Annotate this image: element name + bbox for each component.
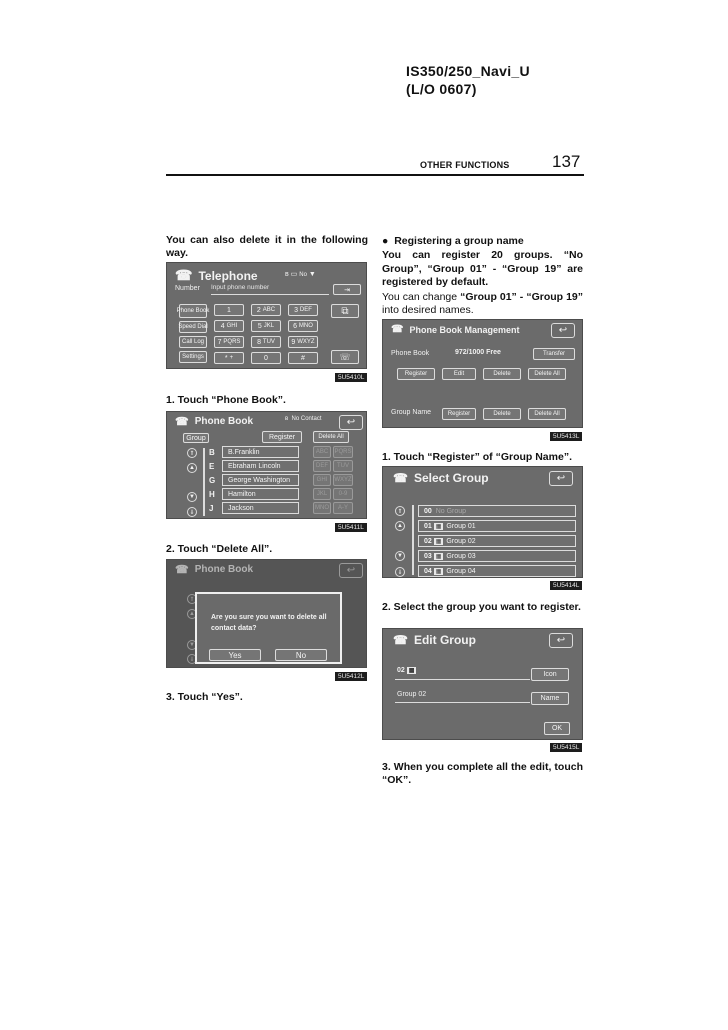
phone-book-status bbox=[285, 416, 322, 422]
scroll-bar[interactable] bbox=[203, 448, 205, 516]
edit-group-screen bbox=[382, 628, 583, 740]
right-step-3: 3. When you complete all the edit, touch “OK”. bbox=[382, 761, 583, 786]
left-step-3: 3. Touch “Yes”. bbox=[166, 691, 243, 703]
back-icon[interactable]: ↩ bbox=[339, 415, 363, 430]
paragraph-2-end: into desired names. bbox=[382, 304, 474, 316]
edit-group-title-text: Edit Group bbox=[413, 633, 476, 647]
scroll-up-icon[interactable]: ▲ bbox=[395, 521, 405, 531]
phone-book-screen bbox=[166, 411, 367, 519]
group-delete-all-button[interactable]: Delete All bbox=[528, 408, 566, 420]
group-button[interactable]: Group bbox=[183, 433, 209, 443]
left-step-1: 1. Touch “Phone Book”. bbox=[166, 394, 286, 406]
index-button[interactable]: WXYZ bbox=[333, 474, 353, 486]
group-icon: ▦ bbox=[408, 668, 415, 674]
group-number: 02 ▦ bbox=[397, 667, 415, 674]
phone-handset-icon: ☎ bbox=[175, 564, 189, 576]
number-input[interactable]: Input phone number bbox=[211, 284, 329, 295]
contact-row[interactable]: B.Franklin bbox=[222, 446, 299, 458]
document-id bbox=[406, 62, 530, 98]
no-button[interactable]: No bbox=[275, 649, 327, 661]
key-hash[interactable]: # bbox=[288, 352, 318, 364]
group-icon: ▦ bbox=[435, 568, 442, 575]
bullet-dot-icon: ● bbox=[382, 235, 395, 247]
scroll-down-icon[interactable]: ▼ bbox=[395, 551, 405, 561]
register-button[interactable]: Register bbox=[397, 368, 435, 380]
scroll-down-icon: ▼ bbox=[187, 640, 197, 650]
phone-handset-icon: ☎ bbox=[175, 267, 193, 283]
scroll-top-icon[interactable]: ⇑ bbox=[395, 506, 405, 516]
phone-book-title bbox=[175, 415, 253, 428]
dialog-screen-title-text: Phone Book bbox=[194, 564, 254, 575]
battery-icon: ▭ bbox=[290, 271, 298, 278]
dial-call-icon[interactable]: ☏ bbox=[331, 350, 359, 364]
phone-book-label: Phone Book bbox=[391, 350, 430, 357]
key-9[interactable]: 9 WXYZ bbox=[288, 336, 318, 348]
index-button[interactable]: GHI bbox=[313, 474, 331, 486]
phone-handset-icon: ☎ bbox=[391, 324, 404, 335]
scroll-bar[interactable] bbox=[412, 505, 414, 575]
bullet-heading bbox=[382, 235, 584, 248]
figure-code: 5U5412L bbox=[335, 672, 367, 681]
transfer-button[interactable]: Transfer bbox=[533, 348, 575, 360]
group-row[interactable]: 00 No Group bbox=[418, 505, 576, 517]
name-underline bbox=[395, 702, 530, 703]
speed-dial-button[interactable]: Speed Dial bbox=[179, 321, 207, 333]
ok-button[interactable]: OK bbox=[544, 722, 570, 735]
call-log-button[interactable]: Call Log bbox=[179, 336, 207, 348]
scroll-top-icon[interactable]: ⇑ bbox=[187, 448, 197, 458]
figure-code: 5U5413L bbox=[550, 432, 582, 441]
index-letter: E bbox=[209, 462, 215, 471]
select-group-title bbox=[393, 471, 489, 485]
select-group-screen bbox=[382, 466, 583, 578]
bluetooth-icon: ʙ bbox=[285, 416, 289, 422]
group-name-value: Group 02 bbox=[397, 691, 427, 698]
antenna-icon: ▼ bbox=[308, 271, 316, 278]
group-paragraph-2 bbox=[382, 291, 583, 317]
section-heading: OTHER FUNCTIONS bbox=[420, 160, 510, 170]
key-7[interactable]: 7 PQRS bbox=[214, 336, 244, 348]
confirm-question: Are you sure you want to delete all contact data? bbox=[211, 614, 327, 632]
edit-button[interactable]: Edit bbox=[442, 368, 476, 380]
telephone-status bbox=[285, 270, 316, 278]
key-8[interactable]: 8 TUV bbox=[251, 336, 281, 348]
scroll-up-icon: ▲ bbox=[187, 609, 197, 619]
document-id-line2: (L/O 0607) bbox=[406, 81, 477, 97]
telephone-title bbox=[175, 267, 258, 284]
index-letter: B bbox=[209, 448, 215, 457]
icon-underline bbox=[395, 679, 530, 680]
document-id-line1: IS350/250_Navi_U bbox=[406, 63, 530, 79]
back-icon[interactable]: ↩ bbox=[551, 323, 575, 338]
group-row[interactable]: 02 ▦ Group 02 bbox=[418, 535, 576, 547]
group-icon: ▦ bbox=[435, 553, 442, 560]
name-button[interactable]: Name bbox=[531, 692, 569, 705]
select-group-title-text: Select Group bbox=[413, 471, 489, 485]
index-button[interactable]: PQRS bbox=[333, 446, 353, 458]
index-button[interactable]: A-Y bbox=[333, 502, 353, 514]
confirm-dialog bbox=[195, 592, 342, 664]
management-title bbox=[391, 324, 519, 335]
index-button[interactable]: 0-9 bbox=[333, 488, 353, 500]
scroll-top-icon: ⇑ bbox=[187, 594, 197, 604]
figure-code: 5U5415L bbox=[550, 743, 582, 752]
index-letter: H bbox=[209, 490, 215, 499]
signal-status-text: No bbox=[299, 272, 307, 278]
group-row[interactable]: 03 ▦ Group 03 bbox=[418, 550, 576, 562]
contact-row[interactable]: George Washington bbox=[222, 474, 299, 486]
scroll-bottom-icon: ⇓ bbox=[187, 654, 197, 664]
right-step-1: 1. Touch “Register” of “Group Name”. bbox=[382, 451, 572, 463]
key-2[interactable]: 2 ABC bbox=[251, 304, 281, 316]
icon-button[interactable]: Icon bbox=[531, 668, 569, 681]
delete-button[interactable]: Delete bbox=[483, 368, 521, 380]
back-icon[interactable]: ↩ bbox=[549, 633, 573, 648]
key-1[interactable]: 1 bbox=[214, 304, 244, 316]
telephone-screen bbox=[166, 262, 367, 369]
back-icon: ↩ bbox=[339, 563, 363, 578]
right-step-2: 2. Select the group you want to register. bbox=[382, 601, 581, 613]
phone-handset-icon: ☎ bbox=[393, 633, 408, 647]
telephone-title-text: Telephone bbox=[198, 268, 258, 283]
group-row[interactable]: 01 ▦ Group 01 bbox=[418, 520, 576, 532]
intro-text: You can also delete it in the following way. bbox=[166, 234, 368, 259]
bluetooth-icon: ʙ bbox=[285, 271, 289, 278]
back-icon[interactable]: ↩ bbox=[549, 471, 573, 486]
contact-row[interactable]: Ebraham Lincoln bbox=[222, 460, 299, 472]
phone-book-button[interactable]: Phone Book bbox=[179, 304, 207, 318]
group-icon: ▦ bbox=[435, 523, 442, 530]
group-name-label: Group Name bbox=[391, 409, 432, 416]
scroll-bottom-icon[interactable]: ⇓ bbox=[187, 507, 197, 517]
bullet-heading-text: Registering a group name bbox=[394, 235, 524, 247]
index-letter: J bbox=[209, 504, 214, 513]
scroll-down-icon[interactable]: ▼ bbox=[187, 492, 197, 502]
group-row[interactable]: 04 ▦ Group 04 bbox=[418, 565, 576, 577]
index-button[interactable]: MNO bbox=[313, 502, 331, 514]
capacity-text: 972/1000 Free bbox=[455, 349, 501, 356]
group-paragraph-1: You can register 20 groups. “No Group”, “Group 01” - “Group 19” are registered by default. bbox=[382, 249, 583, 288]
index-button[interactable]: DEF bbox=[313, 460, 331, 472]
index-button[interactable]: JKL bbox=[313, 488, 331, 500]
contact-row[interactable]: Hamilton bbox=[222, 488, 299, 500]
header-rule bbox=[166, 174, 584, 176]
index-button[interactable]: ABC bbox=[313, 446, 331, 458]
yes-button[interactable]: Yes bbox=[209, 649, 261, 661]
number-label: Number bbox=[175, 285, 200, 292]
key-5[interactable]: 5 JKL bbox=[251, 320, 281, 332]
left-step-2: 2. Touch “Delete All”. bbox=[166, 543, 273, 555]
delete-all-button[interactable]: Delete All bbox=[528, 368, 566, 380]
group-icon: ▦ bbox=[435, 538, 442, 545]
key-6[interactable]: 6 MNO bbox=[288, 320, 318, 332]
index-letter: G bbox=[209, 476, 216, 485]
page-number: 137 bbox=[552, 152, 581, 171]
index-button[interactable]: TUV bbox=[333, 460, 353, 472]
phone-handset-icon: ☎ bbox=[393, 471, 408, 485]
settings-button[interactable]: Settings bbox=[179, 351, 207, 363]
input-back-button[interactable]: ⇥ bbox=[333, 284, 361, 295]
contact-row[interactable]: Jackson bbox=[222, 502, 299, 514]
delete-all-button[interactable]: Delete All bbox=[313, 431, 349, 443]
figure-code: 5U5414L bbox=[550, 581, 582, 590]
scroll-up-icon[interactable]: ▲ bbox=[187, 463, 197, 473]
key-0[interactable]: 0 bbox=[251, 352, 281, 364]
key-star[interactable]: * + bbox=[214, 352, 244, 364]
phone-book-management-screen bbox=[382, 319, 583, 428]
transfer-icon[interactable]: ⧉ bbox=[331, 304, 359, 318]
paragraph-2-bold: “Group 01” - “Group 19” bbox=[460, 291, 583, 303]
edit-group-title bbox=[393, 633, 476, 647]
key-4[interactable]: 4 GHI bbox=[214, 320, 244, 332]
phone-handset-icon: ☎ bbox=[175, 416, 189, 428]
group-register-button[interactable]: Register bbox=[442, 408, 476, 420]
paragraph-2-start: You can change bbox=[382, 291, 461, 303]
key-3[interactable]: 3 DEF bbox=[288, 304, 318, 316]
delete-confirm-screen bbox=[166, 559, 367, 668]
dialog-screen-title bbox=[175, 563, 253, 576]
figure-code: 5U5410L bbox=[335, 373, 367, 382]
status-text: No Contact bbox=[291, 416, 322, 422]
figure-code: 5U5411L bbox=[335, 523, 367, 532]
phone-book-title-text: Phone Book bbox=[194, 416, 254, 427]
register-button[interactable]: Register bbox=[262, 431, 302, 443]
group-delete-button[interactable]: Delete bbox=[483, 408, 521, 420]
management-title-text: Phone Book Management bbox=[409, 324, 520, 335]
scroll-bottom-icon[interactable]: ⇓ bbox=[395, 567, 405, 577]
